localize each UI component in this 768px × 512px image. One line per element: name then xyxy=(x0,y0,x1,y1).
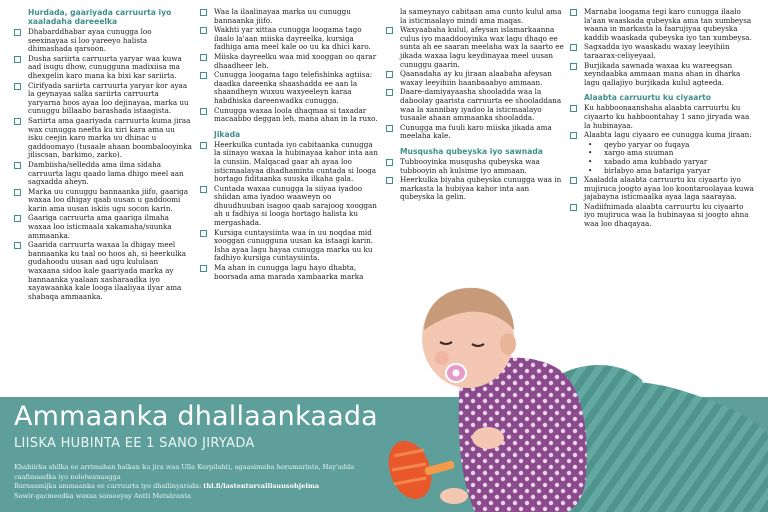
checkbox-icon[interactable] xyxy=(570,63,577,70)
checklist-item xyxy=(14,28,192,54)
section-heading-toys: Alaabta carruurtu ku ciyaarto xyxy=(584,93,711,103)
checklist-item-text: Ku habboonaanshaha alaabta carruurtu ku ciyaarto ku habboontahay 1 sano jiryada waa la hubinayaa. xyxy=(584,103,750,130)
checklist-item-text: Cirifyada sariirta carruurta yaryar kor ayaa la geynayaa salka sariirta carruurta yaryarna hoos ayaa loo dejinayaa, marka uu cunuggu billaabo barashada istaagista. xyxy=(28,80,189,116)
checkbox-icon[interactable] xyxy=(200,230,207,237)
checklist-item-text: Heerkulka biyaha qubeyska cunugga waa in markasta la hubiyaa kahor inta aan qubeyska la gelin. xyxy=(400,175,562,202)
checkbox-icon[interactable] xyxy=(570,177,577,184)
checklist-item xyxy=(570,131,756,140)
checklist xyxy=(570,176,756,229)
column-2 xyxy=(200,8,380,282)
checklist-item xyxy=(570,43,756,60)
checklist-item xyxy=(386,124,564,141)
checklist xyxy=(386,158,564,202)
checklist-item-text: Wakhti yar xittaa cunugga loogama tago ilaalo la'aan miiska dayreelka, kursiga fadhiga ama meel kale oo uu ka dhici karo. xyxy=(214,25,371,52)
checklist-item xyxy=(200,229,380,263)
checklist-item-text: Nadiifnimada alaabta carruurtu ku ciyaarto iyo mujiruca waa la hubinayaa si joogto ahna waa loo dhaqayaa. xyxy=(584,201,749,229)
checklist-item-text: Kursiga cuntaysiinta waa in uu noqdaa mid xooggan cunugguna uusan ka istaagi karin. Isha ayaa lagu hayaa cunugga marka uu ku fadhiyo kursiga cuntaysiinta. xyxy=(214,227,374,263)
checklist-item xyxy=(200,264,380,281)
checklist-item xyxy=(386,8,564,25)
checklist-item xyxy=(200,71,380,105)
checklist-item xyxy=(570,104,756,130)
checklist-item-text: Dambiisha/selledda ama ilma sidaha carruurta lagu qaado lama dhigo meel aan sagxadda aheyn. xyxy=(28,159,184,187)
credit-expert: Khabiirka shilka ee arrimahan halkan ku jira waa Ulla Korpilahti, agaasimaha horumarinta, Hay'adda caafimaadka iyo nololwanaagga xyxy=(14,463,355,481)
column-3 xyxy=(386,8,564,203)
checklist-item xyxy=(200,8,380,25)
checklist-item-text: Marka uu cunuggu bannaanka jiifo, gaariga waxaa loo dhigay qaab uusan u gaddoomi karin ama uusan iskiis ugu socon karin. xyxy=(28,186,189,213)
checkbox-icon[interactable] xyxy=(570,105,577,112)
checklist-item xyxy=(200,107,380,124)
checklist-item xyxy=(14,241,192,301)
credit-program-label: Barnaamijka ammaanka ee carruurta iyo dhallinyarada: xyxy=(14,482,202,491)
checklist-item-text: Sariirta ama gaariyada carruurta kuma jiraa wax cunugga neefta ku xiri kara ama uu isku ceejin karo marka uu dhinac u gaddoomayo (tusaale ahaan boombalooyinka jiliscsan, barkimo, zarko). xyxy=(28,115,192,160)
checklist-item-text: Marnaba loogama tegi karo cunugga ilaalo la'aan waaskada qubeyska ama tan xumbeysa waana in markasta la faarujiyaa qubeyska kaddib waaskada qubeyska iyo tan xumbeysa. xyxy=(584,7,752,42)
checklist-item xyxy=(14,117,192,160)
baby-foot xyxy=(440,488,468,504)
checklist-item-text: Daare-damiyayaasha shooladda waa la daboolay gaarista carruurta ee shooladdana waa la xannibay iyadoo la isticmaalayo tusaale ahaan ammaanka shooladda. xyxy=(400,87,562,123)
checklist-item-text: Gaarida carruurta waxaa la dhigay meel bannaanka ku taal oo hoos ah, si heerkulka gudahoodu uusan aad ugu kululaan waxaana sidoo kale gaariyada marka ay bannaanka yaalaan xasharaadka iyo xayawaanka kale looga ilaaliyaa ilyar ama shabaqa ammaanka. xyxy=(28,240,187,301)
credits xyxy=(14,463,394,501)
checkbox-icon[interactable] xyxy=(386,27,393,34)
checklist-item-text: Waxyaabaha kulul, afeysan islamarkaanna culus iyo maaddooyinka wax lagu dhaqo ee sunta ah ee saaran meelaha wax la saarto ee jikada waxaa lagu keydinayaa meel uusan cunuggu gaarin. xyxy=(400,25,564,69)
checkbox-icon[interactable] xyxy=(570,9,577,16)
checkbox-icon[interactable] xyxy=(14,162,21,169)
checklist-item xyxy=(14,188,192,214)
checklist-item-text: Qaanadaha ay ku jiraan alaabaha afeysan waxay leeyihiin haanbaaabyo ammaan. xyxy=(400,69,552,87)
page-subtitle: LIISKA HUBINTA EE 1 SANO JIRYADA xyxy=(14,436,255,451)
checklist-item-text: Burjikada sawnada waxaa ku wareegsan xeyndaabka ammaan mana ahan in dharka lagu qallajiyo burjikada kulul agteeda. xyxy=(584,60,741,87)
checkbox-icon[interactable] xyxy=(14,56,21,63)
checklist-item-text: Alaabta lagu ciyaaro ee cunugga kuma jiraan: xyxy=(584,130,752,140)
bullet-item: • qeybo yaryar oo fuqaya xyxy=(584,141,756,150)
checkbox-icon[interactable] xyxy=(200,9,207,16)
checkbox-icon[interactable] xyxy=(386,71,393,78)
checklist-item-text: Miiska dayreelku waa mid xooggan oo qarar dhaadheer leh. xyxy=(214,51,377,70)
checkbox-icon[interactable] xyxy=(386,159,393,166)
section-heading-bathroom: Musqusha qubeyska iyo sawnada xyxy=(400,146,543,156)
checklist-item xyxy=(570,8,756,42)
checklist-item-text: Ma ahan in cunugga lagu hayo dhabta, boorsada ama marada xambaarka marka xyxy=(214,263,364,281)
checklist-item xyxy=(386,88,564,122)
column-4 xyxy=(570,8,756,230)
checklist-item-text: Dhabarddhabar ayaa cunugga loo seexinayaa si loo yareeyo halista dhimashada qarsoon. xyxy=(28,27,152,54)
baby-hand xyxy=(472,427,504,449)
checklist xyxy=(14,28,192,301)
checkbox-icon[interactable] xyxy=(14,29,21,36)
baby-ear xyxy=(500,333,516,355)
checklist-item xyxy=(570,62,756,88)
credit-program xyxy=(14,482,394,492)
checklist-item xyxy=(386,70,564,87)
checklist-item xyxy=(386,176,564,202)
checklist xyxy=(200,141,380,282)
checklist-item xyxy=(14,161,192,187)
checkbox-icon[interactable] xyxy=(200,108,207,115)
checklist-item-text: Tubbooyinka musqusha qubeyska waa tubbooyin ah kulsime iyo ammaan. xyxy=(400,156,540,175)
column-1 xyxy=(14,8,192,302)
checkbox-icon[interactable] xyxy=(14,215,21,222)
checkbox-icon[interactable] xyxy=(570,204,577,211)
checkbox-icon[interactable] xyxy=(570,44,577,51)
checkbox-icon[interactable] xyxy=(200,27,207,34)
toy-hazard-list xyxy=(584,141,756,175)
checkbox-icon[interactable] xyxy=(200,54,207,61)
checklist-item-text: Gaariga carruurta ama gaariga ilmaha waxaa loo isticmaala xakamaha/suunka ammaanka. xyxy=(28,213,172,240)
page-title: Ammaanka dhallaankaada xyxy=(14,401,378,432)
checklist-item-text: Cunugga loogama tago telefishinka agtiisa: daadka dareenka shaashadda ee aan la shaandheyn wuxuu waxyeeleyn karaa habdhiska dareenwadka cunugga. xyxy=(214,70,373,105)
bullet-item: • xargo ama suuman xyxy=(584,149,756,158)
checkbox-icon[interactable] xyxy=(386,177,393,184)
checklist-item xyxy=(570,203,756,229)
section-heading-sleep: Hurdada, gaariyada carruurta iyo xaaladaha dareeelka xyxy=(28,8,172,26)
checklist-item xyxy=(200,141,380,184)
checklist-item xyxy=(386,158,564,175)
checkbox-icon[interactable] xyxy=(386,89,393,96)
checklist-item-text: Xaaladda alaabta carruurtu ku ciyaarto iyo mujiruca joogto ayaa loo koontaroolayaa kuwa jajabayna isticmaalka ayaa laga saarayaa. xyxy=(584,175,754,202)
checklist-item xyxy=(200,26,380,52)
checklist-item xyxy=(386,26,564,69)
checklist-item xyxy=(200,53,380,70)
checklist-item-text: Cunugga ma fuuli karo miiska jikada ama meelaha kale. xyxy=(400,122,552,141)
checklist-item xyxy=(14,55,192,81)
checklist-item-text: la sameynayo cabitaan ama cunto kulul ama la isticmaalayo mindi ama maqas. xyxy=(400,7,562,25)
checklist xyxy=(570,104,756,139)
checkbox-icon[interactable] xyxy=(14,242,21,249)
checkbox-icon[interactable] xyxy=(14,189,21,196)
checklist-item-text: Dusha sariirta carruurta yaryar waa kuwa aad isugu dhow, cunugguna madixiisa ma dhexgelin karo mana ka bixi kar sariirta. xyxy=(28,53,182,80)
checkbox-icon[interactable] xyxy=(570,132,577,139)
checklist xyxy=(386,8,564,141)
checklist-item-text: Sagxadda iyo waaskadu waxay leeyihiin taraarax-celiyeyaal. xyxy=(584,42,730,60)
section-heading-kitchen: Jikada xyxy=(214,129,241,139)
checklist xyxy=(570,8,756,87)
checklist-item-text: Heerkulka cuntada iyo cabitaanka cunugga la siinayo waxaa la hubinayaa kahor inta aan la cunsiin. Malqacad gaar ah ayaa loo isticmaalayaa dhadhaminta cuntada si looga hortago fiditaanka suuska ilkaha gala. xyxy=(214,139,378,184)
checklist-item xyxy=(14,214,192,240)
bullet-item: • xabado ama kubbado yaryar xyxy=(584,158,756,167)
checklist xyxy=(200,8,380,124)
baby-illustration xyxy=(380,260,768,512)
checkbox-icon[interactable] xyxy=(200,186,207,193)
credit-illustrator: Sawir-gacmeedka waxaa sameeyay Antti Metsäranta xyxy=(14,491,191,500)
checklist-item-text: Waa la ilaalinayaa marka uu cunuggu bannaanka jiifo. xyxy=(214,7,351,25)
checkbox-icon[interactable] xyxy=(14,118,21,125)
checkbox-icon[interactable] xyxy=(200,72,207,79)
checkbox-icon[interactable] xyxy=(200,142,207,149)
checklist-item-text: Cunugga waxaa loola dhaqmaa si taxadar macaabbo deggan leh, mana ahan in la ruxo. xyxy=(214,105,378,124)
checklist-item-text: Cuntada waxaa cunugga la siiyaa iyadoo shiidan ama iyadoo waaweyn oo dhuudhuuban isagoo qaab sarajoog xooggan ah u fadhiya si looga hortago halista ku mergashada. xyxy=(214,183,377,228)
checkbox-icon[interactable] xyxy=(14,83,21,90)
bullet-item: • birlabyo ama batariga yaryar xyxy=(584,167,756,176)
checklist-item xyxy=(200,185,380,228)
checkbox-icon[interactable] xyxy=(386,125,393,132)
program-link[interactable]: thl.fi/lastenturvallisuusohjelma xyxy=(203,482,320,491)
checklist-item xyxy=(570,176,756,202)
checkbox-icon[interactable] xyxy=(200,265,207,272)
checklist-item xyxy=(14,82,192,116)
